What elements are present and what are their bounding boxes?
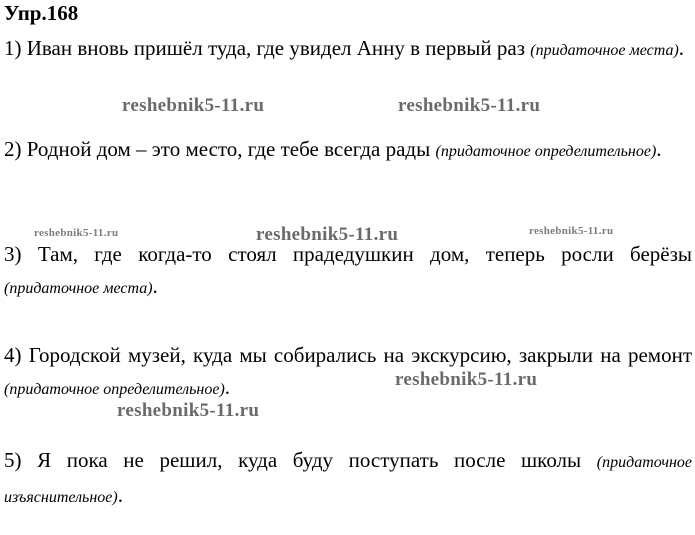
sentence-5-note: (придаточное изъяснительное) xyxy=(4,454,692,506)
sentence-4-note: (придаточное определительное) xyxy=(4,381,225,398)
sentence-2-note: (придаточное определительное) xyxy=(435,143,657,160)
sentence-1-end: . xyxy=(678,36,685,60)
watermark: reshebnik5-11.ru xyxy=(256,224,399,245)
sentence-3-end: . xyxy=(152,274,158,298)
sentence-4-text: 4) Городской музей, куда мы собирались на экскурсию, закрыли на ремонт xyxy=(4,343,692,367)
sentence-1-note: (придаточное места) xyxy=(530,42,679,59)
exercise-title: Упр.168 xyxy=(4,1,79,25)
sentence-2-end: . xyxy=(656,137,662,161)
sentence-2 xyxy=(4,133,692,168)
sentence-3-note: (придаточное места) xyxy=(4,280,153,297)
sentence-3-text: 3) Там, где когда-то стоял прадедушкин дом, теперь росли берёзы xyxy=(4,242,692,266)
sentence-2-text: 2) Родной дом – это место, где тебе всегда рады xyxy=(4,137,436,161)
watermark: reshebnik5-11.ru xyxy=(117,400,260,421)
sentence-4 xyxy=(4,339,692,406)
sentence-5-end: . xyxy=(117,483,123,507)
sentence-5 xyxy=(4,444,692,514)
sentence-5-text: 5) Я пока не решил, куда буду поступать после школы xyxy=(4,448,597,472)
sentence-1-text: 1) Иван вновь пришёл туда, где увидел Анну в первый раз xyxy=(4,36,531,60)
watermark: reshebnik5-11.ru xyxy=(122,95,265,116)
sentence-3 xyxy=(4,238,692,305)
sentence-4-end: . xyxy=(224,375,231,399)
watermark: reshebnik5-11.ru xyxy=(34,227,119,239)
watermark: reshebnik5-11.ru xyxy=(395,369,538,390)
watermark: reshebnik5-11.ru xyxy=(398,95,541,116)
watermark: reshebnik5-11.ru xyxy=(529,225,614,237)
sentence-1 xyxy=(4,32,692,67)
